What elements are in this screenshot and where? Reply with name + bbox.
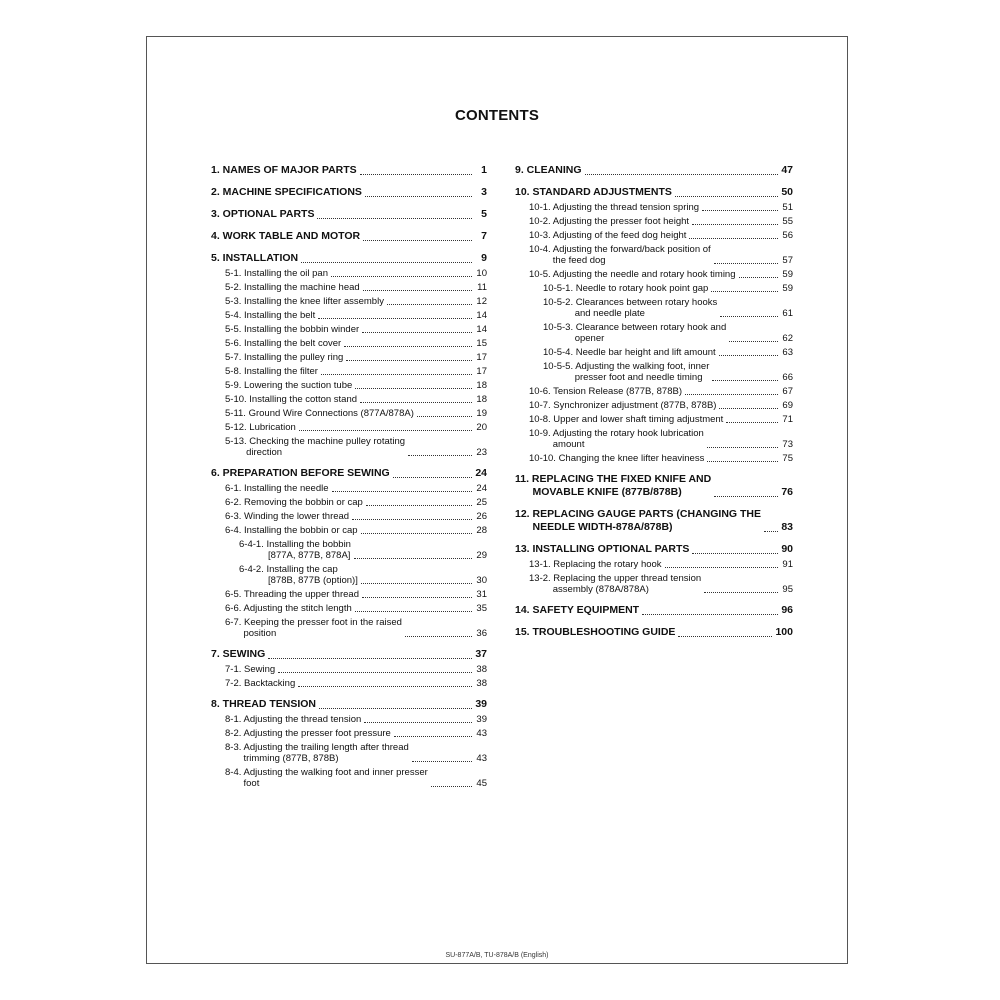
toc-entry-label: 6-2. Removing the bobbin or cap: [225, 497, 363, 508]
toc-entry-label: 5-9. Lowering the suction tube: [225, 380, 353, 391]
toc-dot-leader: [408, 455, 472, 456]
toc-entry-page: 30: [476, 575, 487, 586]
toc-entry-page: 10: [476, 268, 487, 279]
toc-entry-label: 8. THREAD TENSION: [211, 698, 317, 710]
toc-entry-label: 8-3. Adjusting the trailing length after thread trimming (877B, 878B): [225, 742, 409, 764]
toc-entry-page: 17: [476, 366, 487, 377]
toc-dot-leader: [393, 477, 472, 478]
toc-entry-page: 51: [782, 202, 793, 213]
toc-left-column: [211, 161, 487, 789]
toc-entry-page: 100: [775, 626, 793, 638]
toc-entry-page: 7: [481, 230, 487, 242]
toc-entry: [211, 422, 487, 433]
toc-entry-page: 69: [782, 400, 793, 411]
toc-entry-page: 35: [476, 603, 487, 614]
toc-entry: [211, 589, 487, 600]
toc-dot-leader: [702, 210, 778, 211]
toc-entry: [515, 414, 793, 425]
toc-dot-leader: [714, 496, 778, 497]
toc-entry: [515, 508, 793, 534]
toc-entry: [211, 394, 487, 405]
toc-dot-leader: [720, 316, 778, 317]
toc-entry-label: 10-5. Adjusting the needle and rotary hook timing: [529, 269, 736, 280]
toc-entry-page: 14: [476, 310, 487, 321]
toc-entry-label: 10-2. Adjusting the presser foot height: [529, 216, 690, 227]
toc-dot-leader: [268, 658, 472, 659]
toc-entry: [211, 497, 487, 508]
toc-entry-page: 71: [782, 414, 793, 425]
toc-entry: [515, 573, 793, 595]
toc-entry-label: 14. SAFETY EQUIPMENT: [515, 604, 640, 616]
toc-entry-label: 10-9. Adjusting the rotary hook lubrication amount: [529, 428, 704, 450]
toc-dot-leader: [364, 722, 472, 723]
toc-entry-label: 15. TROUBLESHOOTING GUIDE: [515, 626, 676, 638]
toc-entry-label: 9. CLEANING: [515, 164, 582, 176]
toc-entry-label: 10-4. Adjusting the forward/back position of the feed dog: [529, 244, 711, 266]
toc-entry-page: 18: [476, 394, 487, 405]
toc-entry: [211, 208, 487, 221]
toc-dot-leader: [707, 461, 778, 462]
toc-entry: [515, 186, 793, 199]
toc-entry-label: 12. REPLACING GAUGE PARTS (CHANGING THE NEEDLE WIDTH-878A/878B): [515, 508, 761, 533]
toc-entry: [515, 164, 793, 177]
toc-dot-leader: [360, 174, 472, 175]
toc-entry-page: 43: [476, 753, 487, 764]
toc-entry: [515, 202, 793, 213]
toc-entry-label: 5-2. Installing the machine head: [225, 282, 360, 293]
toc-entry: [211, 164, 487, 177]
toc-dot-leader: [417, 416, 472, 417]
toc-entry-label: 5-5. Installing the bobbin winder: [225, 324, 360, 335]
toc-entry-page: 59: [782, 283, 793, 294]
toc-entry-page: 39: [476, 714, 487, 725]
toc-entry: [515, 604, 793, 617]
toc-entry: [211, 698, 487, 711]
toc-entry: [211, 252, 487, 265]
toc-entry-page: 76: [781, 486, 793, 498]
toc-entry-page: 50: [781, 186, 793, 198]
toc-entry: [515, 361, 793, 383]
toc-dot-leader: [692, 553, 778, 554]
toc-dot-leader: [675, 196, 778, 197]
toc-entry-page: 61: [782, 308, 793, 319]
toc-entry-page: 36: [476, 628, 487, 639]
toc-entry: [211, 467, 487, 480]
toc-dot-leader: [362, 597, 472, 598]
toc-entry-page: 5: [481, 208, 487, 220]
toc-entry-label: 10-8. Upper and lower shaft timing adjustment: [529, 414, 724, 425]
toc-entry-page: 47: [781, 164, 793, 176]
toc-entry-page: 26: [476, 511, 487, 522]
toc-entry-page: 83: [781, 521, 793, 533]
toc-entry-label: 13-2. Replacing the upper thread tension assembly (878A/878A): [529, 573, 702, 595]
toc-dot-leader: [712, 380, 778, 381]
toc-entry-label: 10-5-5. Adjusting the walking foot, inner presser foot and needle timing: [543, 361, 710, 383]
toc-entry: [515, 400, 793, 411]
toc-entry: [211, 268, 487, 279]
toc-entry-page: 31: [476, 589, 487, 600]
toc-entry: [211, 664, 487, 675]
toc-entry-label: 7-1. Sewing: [225, 664, 276, 675]
toc-entry-page: 56: [782, 230, 793, 241]
toc-entry: [515, 386, 793, 397]
toc-dot-leader: [319, 708, 472, 709]
toc-entry-label: 8-4. Adjusting the walking foot and inner presser foot: [225, 767, 428, 789]
toc-entry: [211, 603, 487, 614]
toc-entry: [211, 714, 487, 725]
toc-entry: [515, 216, 793, 227]
toc-entry: [515, 347, 793, 358]
toc-entry: [211, 742, 487, 764]
toc-entry-label: 10-10. Changing the knee lifter heaviness: [529, 453, 705, 464]
toc-dot-leader: [301, 262, 472, 263]
toc-dot-leader: [366, 505, 472, 506]
toc-dot-leader: [362, 332, 472, 333]
toc-entry-label: 10-5-1. Needle to rotary hook point gap: [543, 283, 709, 294]
page-title: CONTENTS: [454, 107, 540, 124]
toc-entry: [211, 282, 487, 293]
toc-entry: [211, 436, 487, 458]
toc-entry-label: 10-6. Tension Release (877B, 878B): [529, 386, 682, 397]
toc-dot-leader: [642, 614, 778, 615]
toc-entry-page: 19: [476, 408, 487, 419]
toc-entry: [515, 473, 793, 499]
toc-entry-label: 13. INSTALLING OPTIONAL PARTS: [515, 543, 690, 555]
toc-dot-leader: [685, 394, 778, 395]
toc-dot-leader: [360, 402, 472, 403]
toc-entry-page: 63: [782, 347, 793, 358]
toc-entry-page: 17: [476, 352, 487, 363]
toc-entry-page: 66: [782, 372, 793, 383]
toc-dot-leader: [363, 290, 472, 291]
toc-entry-page: 59: [782, 269, 793, 280]
toc-entry-label: 6-5. Threading the upper thread: [225, 589, 359, 600]
toc-dot-leader: [719, 355, 778, 356]
toc-entry-page: 57: [782, 255, 793, 266]
toc-dot-leader: [692, 224, 778, 225]
toc-entry-page: 24: [475, 467, 487, 479]
toc-dot-leader: [412, 761, 472, 762]
toc-entry: [515, 428, 793, 450]
toc-entry-page: 45: [476, 778, 487, 789]
toc-entry-label: 6-4-1. Installing the bobbin [877A, 877B, 878A]: [239, 539, 351, 561]
toc-entry-page: 55: [782, 216, 793, 227]
toc-dot-leader: [331, 276, 472, 277]
toc-entry-label: 5-6. Installing the belt cover: [225, 338, 342, 349]
toc-entry-label: 5-7. Installing the pulley ring: [225, 352, 344, 363]
toc-dot-leader: [405, 636, 472, 637]
toc-dot-leader: [704, 592, 778, 593]
toc-entry-page: 28: [476, 525, 487, 536]
toc-dot-leader: [387, 304, 472, 305]
toc-entry-label: 5-12. Lubrication: [225, 422, 296, 433]
toc-entry: [211, 186, 487, 199]
toc-entry-label: 6. PREPARATION BEFORE SEWING: [211, 467, 390, 479]
toc-entry-page: 1: [481, 164, 487, 176]
toc-entry: [211, 648, 487, 661]
toc-entry-page: 11: [477, 282, 487, 293]
toc-entry-label: 1. NAMES OF MAJOR PARTS: [211, 164, 357, 176]
toc-entry-page: 90: [781, 543, 793, 555]
toc-entry: [211, 310, 487, 321]
toc-entry-page: 3: [481, 186, 487, 198]
toc-dot-leader: [346, 360, 472, 361]
toc-dot-leader: [714, 263, 778, 264]
toc-dot-leader: [711, 291, 778, 292]
toc-dot-leader: [726, 422, 778, 423]
toc-entry-label: 10. STANDARD ADJUSTMENTS: [515, 186, 672, 198]
toc-entry-label: 6-3. Winding the lower thread: [225, 511, 350, 522]
toc-entry: [211, 539, 487, 561]
toc-entry-label: 6-6. Adjusting the stitch length: [225, 603, 352, 614]
toc-entry: [515, 244, 793, 266]
toc-entry-page: 29: [476, 550, 487, 561]
toc-entry-page: 15: [476, 338, 487, 349]
toc-entry-label: 4. WORK TABLE AND MOTOR: [211, 230, 361, 242]
toc-entry-page: 91: [782, 559, 793, 570]
toc-entry-label: 8-2. Adjusting the presser foot pressure: [225, 728, 391, 739]
toc-entry: [211, 408, 487, 419]
toc-entry-page: 25: [476, 497, 487, 508]
toc-dot-leader: [678, 636, 772, 637]
toc-entry-label: 5-8. Installing the filter: [225, 366, 318, 377]
toc-dot-leader: [361, 533, 472, 534]
toc-dot-leader: [344, 346, 472, 347]
toc-entry: [515, 269, 793, 280]
toc-entry-label: 10-5-4. Needle bar height and lift amount: [543, 347, 716, 358]
toc-entry: [515, 230, 793, 241]
toc-entry: [515, 453, 793, 464]
toc-entry: [211, 352, 487, 363]
toc-dot-leader: [431, 786, 472, 787]
toc-entry-label: 6-4-2. Installing the cap [878B, 877B (option)]: [239, 564, 358, 586]
toc-entry-page: 43: [476, 728, 487, 739]
toc-dot-leader: [707, 447, 778, 448]
toc-dot-leader: [317, 218, 472, 219]
toc-dot-leader: [585, 174, 778, 175]
toc-entry-page: 38: [476, 664, 487, 675]
toc-entry: [211, 617, 487, 639]
toc-entry: [211, 366, 487, 377]
toc-entry: [211, 564, 487, 586]
page-footer: SU-877A/B, TU-878A/B (English): [445, 952, 549, 959]
toc-entry-page: 18: [476, 380, 487, 391]
toc-entry: [211, 728, 487, 739]
toc-entry-label: 6-7. Keeping the presser foot in the raised position: [225, 617, 402, 639]
toc-entry-label: 5. INSTALLATION: [211, 252, 299, 264]
toc-dot-leader: [665, 567, 778, 568]
toc-entry: [515, 626, 793, 639]
toc-dot-leader: [764, 531, 778, 532]
toc-entry-page: 75: [782, 453, 793, 464]
toc-entry-page: 14: [476, 324, 487, 335]
toc-dot-leader: [719, 408, 778, 409]
toc-dot-leader: [278, 672, 472, 673]
toc-right-column: [515, 161, 793, 639]
toc-entry-label: 2. MACHINE SPECIFICATIONS: [211, 186, 362, 198]
toc-dot-leader: [352, 519, 472, 520]
toc-entry-page: 95: [782, 584, 793, 595]
toc-entry-label: 6-4. Installing the bobbin or cap: [225, 525, 358, 536]
toc-entry: [211, 525, 487, 536]
toc-entry: [515, 283, 793, 294]
toc-entry-label: 6-1. Installing the needle: [225, 483, 329, 494]
toc-entry: [211, 767, 487, 789]
toc-entry-label: 5-10. Installing the cotton stand: [225, 394, 358, 405]
toc-dot-leader: [321, 374, 472, 375]
toc-entry-label: 5-1. Installing the oil pan: [225, 268, 328, 279]
toc-entry-page: 96: [781, 604, 793, 616]
toc-dot-leader: [332, 491, 472, 492]
toc-entry: [211, 511, 487, 522]
toc-dot-leader: [689, 238, 778, 239]
toc-entry-page: 73: [782, 439, 793, 450]
toc-entry-label: 5-11. Ground Wire Connections (877A/878A): [225, 408, 414, 419]
toc-entry: [515, 322, 793, 344]
toc-entry-label: 7-2. Backtacking: [225, 678, 296, 689]
toc-entry: [515, 543, 793, 556]
toc-dot-leader: [394, 736, 472, 737]
toc-dot-leader: [729, 341, 778, 342]
toc-entry-label: 10-5-3. Clearance between rotary hook and opener: [543, 322, 727, 344]
toc-entry-label: 10-5-2. Clearances between rotary hooks and needle plate: [543, 297, 718, 319]
toc-entry-page: 67: [782, 386, 793, 397]
toc-entry-label: 5-3. Installing the knee lifter assembly: [225, 296, 384, 307]
toc-entry: [211, 483, 487, 494]
toc-entry-label: 5-13. Checking the machine pulley rotating direction: [225, 436, 406, 458]
toc-entry: [211, 296, 487, 307]
toc-entry-page: 9: [481, 252, 487, 264]
toc-entry-label: 10-1. Adjusting the thread tension spring: [529, 202, 700, 213]
toc-dot-leader: [299, 430, 472, 431]
toc-dot-leader: [298, 686, 472, 687]
toc-entry-page: 24: [476, 483, 487, 494]
toc-dot-leader: [355, 611, 472, 612]
toc-dot-leader: [318, 318, 472, 319]
toc-entry: [515, 297, 793, 319]
toc-dot-leader: [361, 583, 472, 584]
toc-entry-page: 37: [475, 648, 487, 660]
toc-entry: [211, 380, 487, 391]
toc-entry-page: 38: [476, 678, 487, 689]
toc-entry-page: 20: [476, 422, 487, 433]
toc-entry: [211, 678, 487, 689]
toc-dot-leader: [355, 388, 472, 389]
manual-page: [146, 36, 848, 964]
toc-entry: [211, 230, 487, 243]
toc-entry: [515, 559, 793, 570]
toc-entry: [211, 324, 487, 335]
toc-entry-label: 8-1. Adjusting the thread tension: [225, 714, 362, 725]
toc-dot-leader: [363, 240, 472, 241]
toc-entry-label: 5-4. Installing the belt: [225, 310, 316, 321]
toc-entry: [211, 338, 487, 349]
toc-entry-page: 23: [476, 447, 487, 458]
toc-entry-label: 10-3. Adjusting of the feed dog height: [529, 230, 687, 241]
toc-dot-leader: [365, 196, 472, 197]
toc-entry-page: 62: [782, 333, 793, 344]
toc-entry-label: 11. REPLACING THE FIXED KNIFE AND MOVABLE KNIFE (877B/878B): [515, 473, 712, 498]
toc-entry-label: 3. OPTIONAL PARTS: [211, 208, 315, 220]
toc-entry-label: 13-1. Replacing the rotary hook: [529, 559, 662, 570]
toc-dot-leader: [739, 277, 779, 278]
toc-entry-page: 39: [475, 698, 487, 710]
toc-entry-page: 12: [476, 296, 487, 307]
toc-entry-label: 7. SEWING: [211, 648, 266, 660]
toc-dot-leader: [354, 558, 472, 559]
toc-entry-label: 10-7. Synchronizer adjustment (877B, 878B): [529, 400, 717, 411]
